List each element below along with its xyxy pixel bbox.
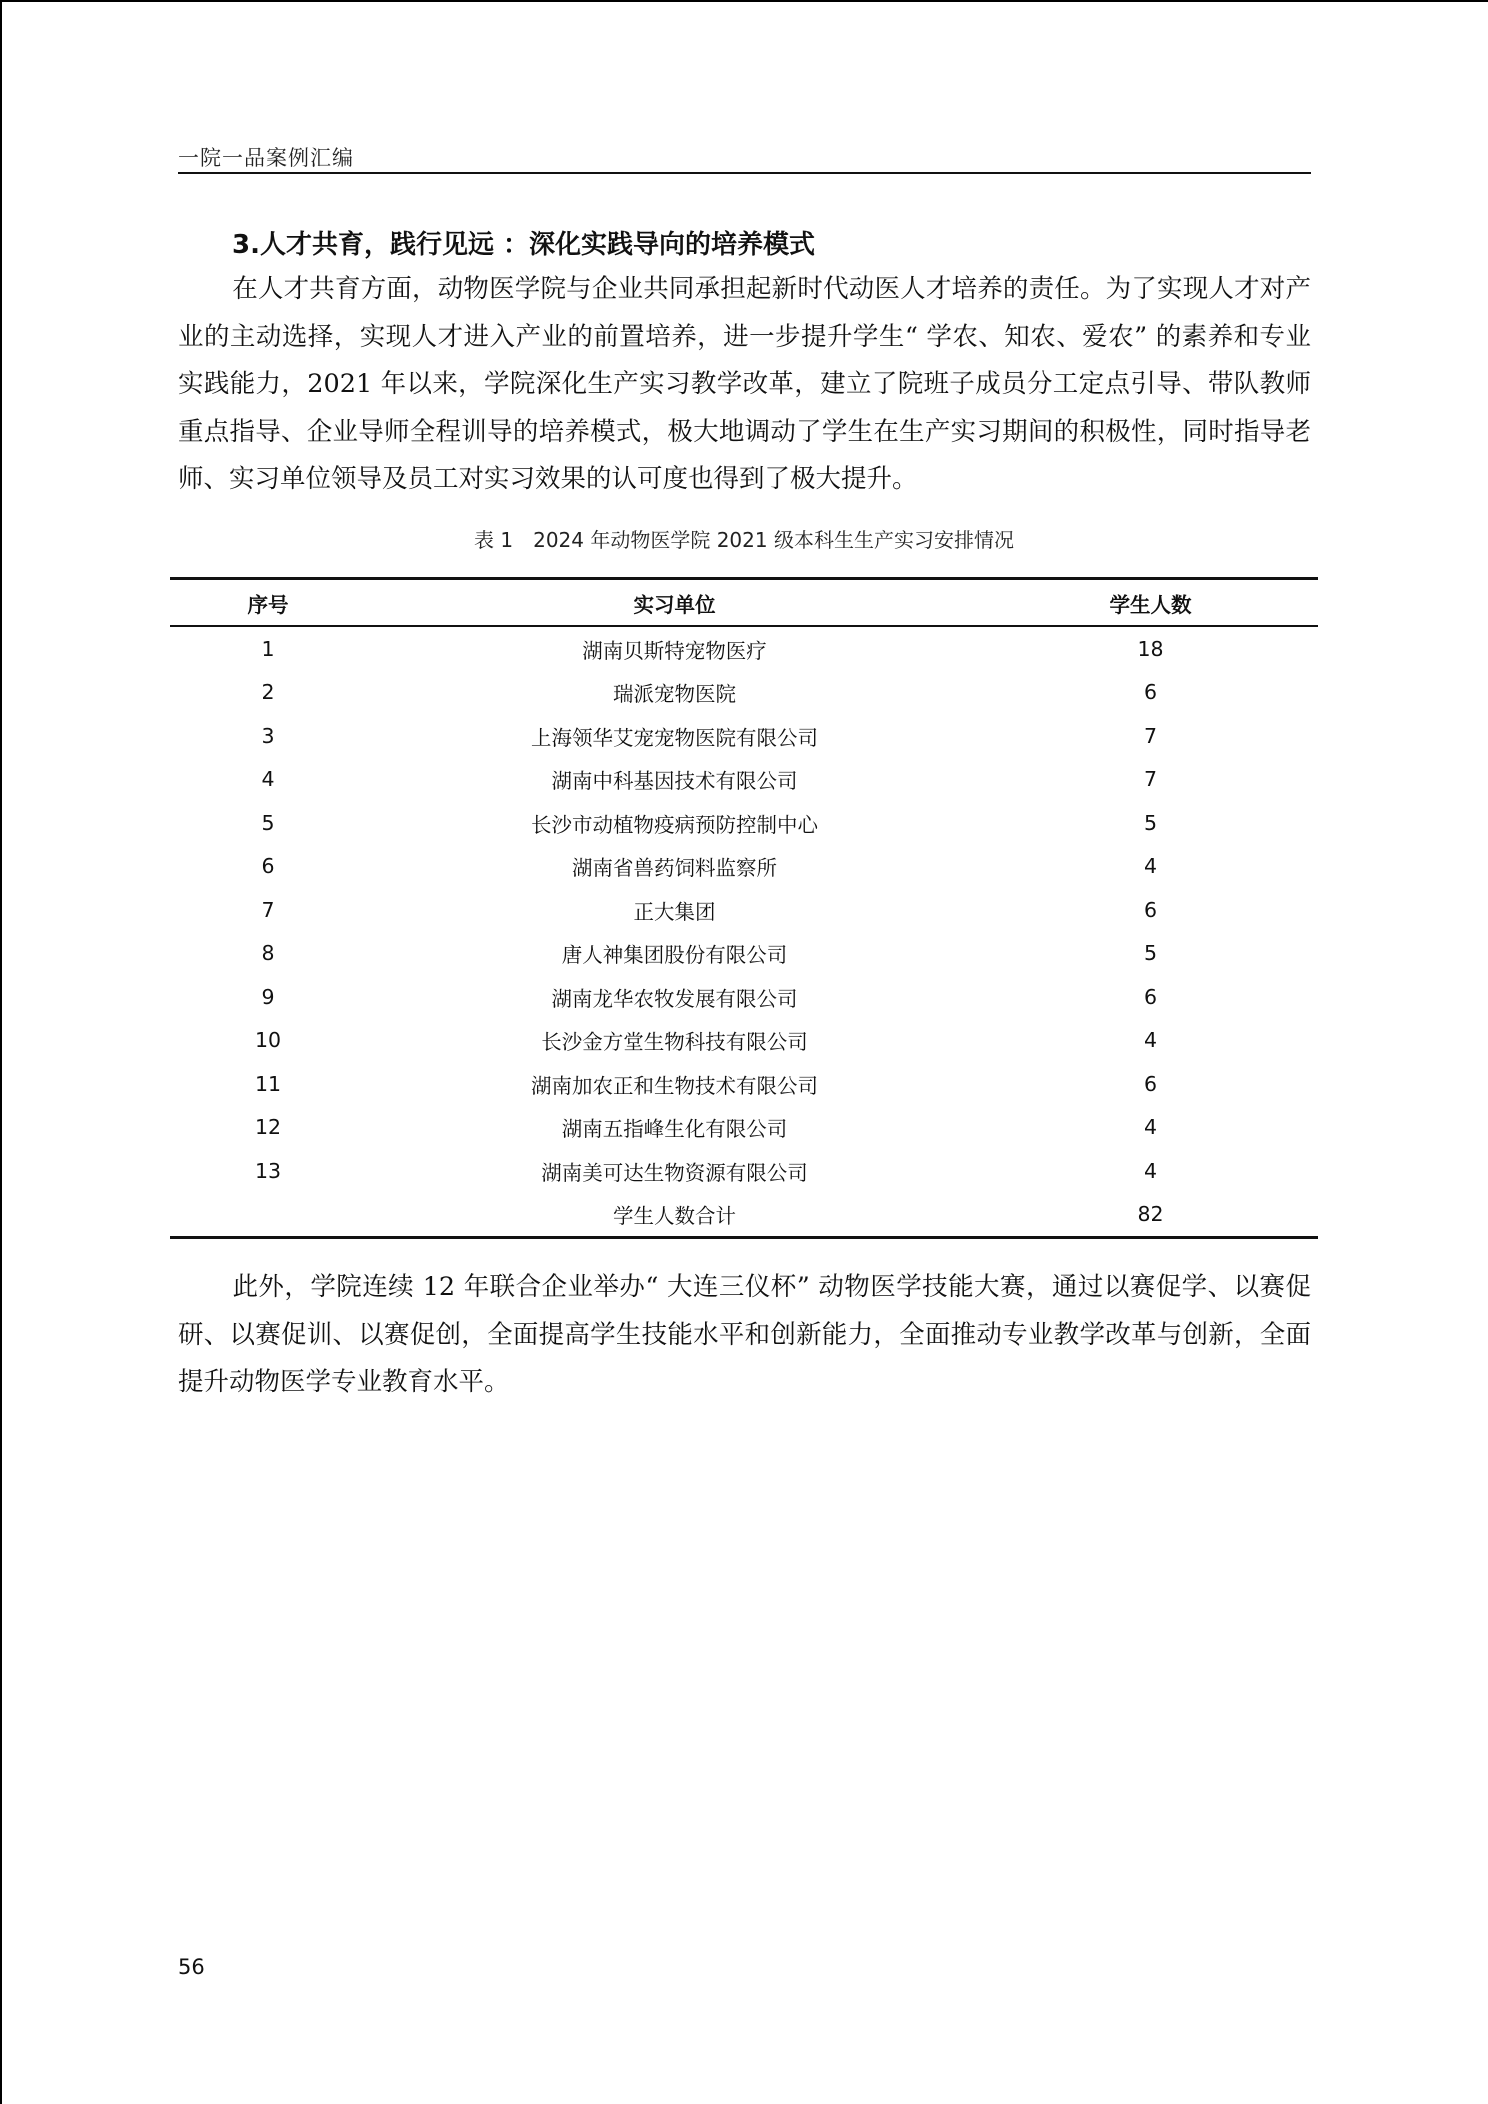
table-bottom-rule <box>170 1236 1318 1239</box>
cell-unit: 湖南省兽药饲料监察所 <box>572 856 777 881</box>
table-row <box>170 932 1318 976</box>
page-border-left <box>0 0 2 2104</box>
cell-index: 3 <box>261 723 275 748</box>
cell-count: 7 <box>1143 767 1158 792</box>
cell-count: 4 <box>1143 1158 1158 1183</box>
cell-count: 5 <box>1143 941 1158 966</box>
table-total-row <box>170 1193 1318 1237</box>
cell-unit: 湖南五指峰生化有限公司 <box>561 1117 788 1142</box>
table-row <box>170 1149 1318 1193</box>
cell-count: 5 <box>1143 810 1158 835</box>
table-row <box>170 1019 1318 1063</box>
cell-index: 1 <box>261 636 275 661</box>
section-heading: 3.人才共育，践行见远 ：深化实践导向的培养模式 <box>232 230 816 260</box>
cell-index: 9 <box>261 984 275 1009</box>
header-count: 学生人数 <box>1109 592 1192 617</box>
table-row <box>170 671 1318 715</box>
internship-table <box>170 577 1318 1239</box>
table-row <box>170 1062 1318 1106</box>
cell-unit: 湖南贝斯特宠物医疗 <box>582 638 767 663</box>
table-row <box>170 714 1318 758</box>
cell-index: 8 <box>261 941 275 966</box>
cell-count: 4 <box>1143 1115 1158 1140</box>
cell-index: 12 <box>254 1115 282 1140</box>
table-row <box>170 888 1318 932</box>
table-caption: 表 1 2024 年动物医学院 2021 级本科生生产实习安排情况 <box>474 528 1014 552</box>
header-index: 序号 <box>247 592 289 617</box>
cell-index: 10 <box>254 1028 282 1053</box>
total-label: 学生人数合计 <box>613 1204 736 1229</box>
cell-index: 4 <box>261 767 275 792</box>
table-row <box>170 627 1318 671</box>
cell-count: 6 <box>1143 1071 1158 1096</box>
paragraph-1 <box>178 266 1311 504</box>
page-border-top <box>0 0 1488 2</box>
cell-unit: 正大集团 <box>633 899 716 924</box>
cell-count: 7 <box>1143 723 1158 748</box>
cell-unit: 湖南龙华农牧发展有限公司 <box>551 986 798 1011</box>
cell-count: 18 <box>1137 636 1164 661</box>
cell-unit: 唐人神集团股份有限公司 <box>561 943 788 968</box>
header-rule <box>178 172 1311 174</box>
cell-unit: 瑞派宠物医院 <box>613 682 736 707</box>
cell-unit: 长沙金方堂生物科技有限公司 <box>541 1030 808 1055</box>
header-unit: 实习单位 <box>633 592 716 617</box>
cell-unit: 长沙市动植物疫病预防控制中心 <box>531 812 818 837</box>
cell-unit: 上海领华艾宠宠物医院有限公司 <box>531 725 818 750</box>
cell-count: 4 <box>1143 854 1158 879</box>
cell-index: 6 <box>261 854 275 879</box>
page-number: 56 <box>178 1955 205 1979</box>
table-row <box>170 845 1318 889</box>
table-row <box>170 801 1318 845</box>
total-count: 82 <box>1137 1202 1164 1227</box>
cell-count: 4 <box>1143 1028 1158 1053</box>
cell-index: 7 <box>261 897 275 922</box>
paragraph-1-text: 在人才共育方面，动物医学院与企业共同承担起新时代动医人才培养的责任。为了实现人才对产业的主动选择，实现人才进入产业的前置培养，进一步提升学生“ 学农、知农、爱农” 的素养和专业实践能力，2021 年以来，学院深化生产实习教学改革，建立了院班子成员分工定点引导、带队教师重点指导、企业导师全程训导的培养模式，极大地调动了学生在生产实习期间的积极性，同时指导老师、实习单位领导及员工对实习效果的认可度也得到了极大提升。 <box>178 274 1311 494</box>
paragraph-2-text: 此外，学院连续 12 年联合企业举办“ 大连三仪杯” 动物医学技能大赛，通过以赛促学、以赛促研、以赛促训、以赛促创，全面提高学生技能水平和创新能力，全面推动专业教学改革与创新，全面提升动物医学专业教育水平。 <box>178 1272 1311 1397</box>
cell-index: 13 <box>254 1158 282 1183</box>
cell-index: 11 <box>254 1071 282 1096</box>
cell-count: 6 <box>1143 984 1158 1009</box>
cell-index: 2 <box>261 680 275 705</box>
paragraph-2 <box>178 1264 1311 1407</box>
table-row <box>170 975 1318 1019</box>
running-head: 一院一品案例汇编 <box>178 146 354 170</box>
cell-count: 6 <box>1143 897 1158 922</box>
table-row <box>170 758 1318 802</box>
cell-count: 6 <box>1143 680 1158 705</box>
cell-unit: 湖南美可达生物资源有限公司 <box>541 1160 808 1185</box>
cell-unit: 湖南加农正和生物技术有限公司 <box>531 1073 818 1098</box>
table-body <box>170 627 1318 1193</box>
cell-unit: 湖南中科基因技术有限公司 <box>551 769 798 794</box>
table-header-row <box>170 580 1318 625</box>
table-row <box>170 1106 1318 1150</box>
cell-index: 5 <box>261 810 275 835</box>
